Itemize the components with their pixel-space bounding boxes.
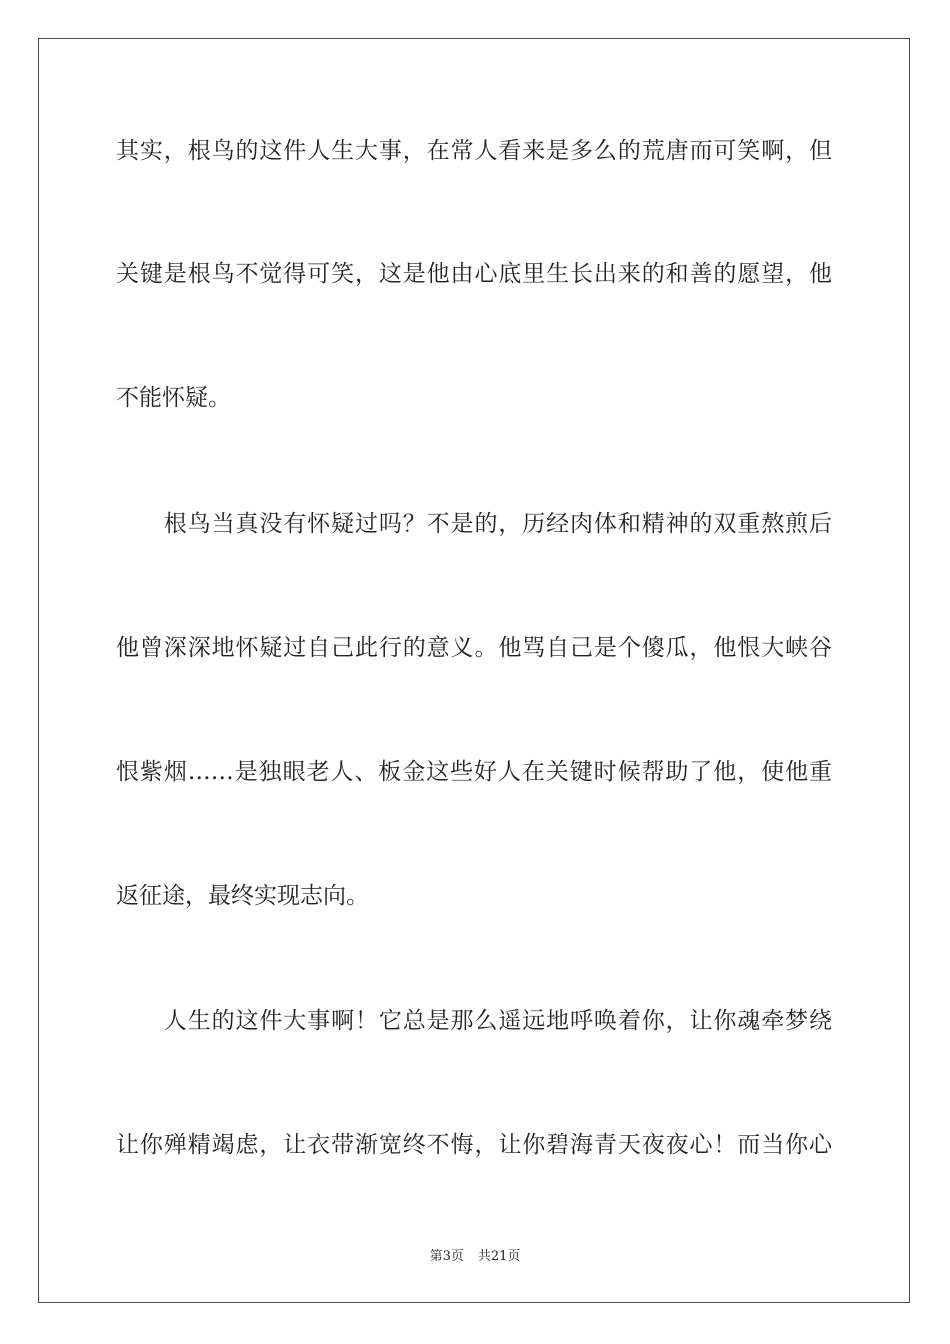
text-line: 恨紫烟……是独眼老人、板金这些好人在关键时候帮助了他，使他重 <box>116 759 832 785</box>
page-border <box>38 38 910 1303</box>
text-line: 返征途，最终实现志向。 <box>116 883 369 909</box>
text-line: 关键是根鸟不觉得可笑，这是他由心底里生长出来的和善的愿望，他 <box>116 261 832 287</box>
text-line: 其实，根鸟的这件人生大事，在常人看来是多么的荒唐而可笑啊，但 <box>116 138 832 164</box>
page-footer <box>0 1248 950 1266</box>
text-line: 他曾深深地怀疑过自己此行的意义。他骂自己是个傻瓜，他恨大峡谷 <box>116 635 832 661</box>
text-line: 人生的这件大事啊！它总是那么遥远地呼唤着你，让你魂牵梦绕 <box>116 1008 832 1034</box>
text-line: 根鸟当真没有怀疑过吗？不是的，历经肉体和精神的双重熬煎后 <box>116 511 832 537</box>
page-total: 共21页 <box>477 1249 521 1264</box>
page-number: 第3页 <box>429 1249 464 1264</box>
text-line: 让你殚精竭虑，让衣带渐宽终不悔，让你碧海青天夜夜心！而当你心 <box>116 1132 832 1158</box>
text-line: 不能怀疑。 <box>116 385 231 411</box>
